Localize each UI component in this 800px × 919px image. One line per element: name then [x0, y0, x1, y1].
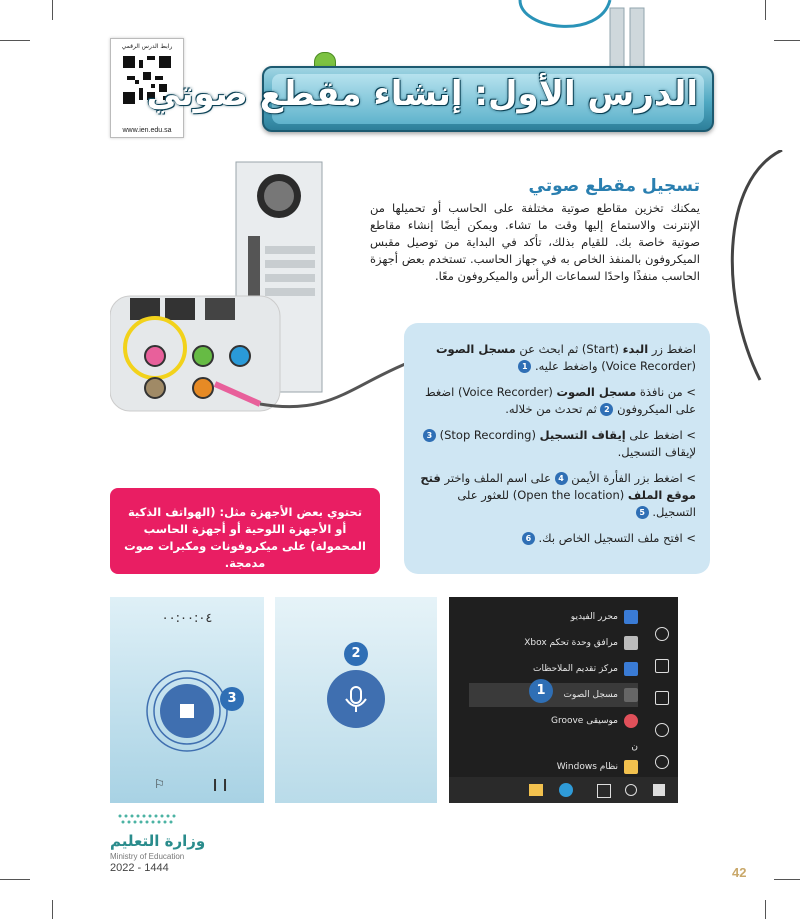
search-icon[interactable] [625, 784, 637, 796]
menu-item-windows-system[interactable]: نظام Windows [557, 755, 638, 779]
crop-mark [0, 40, 30, 41]
step-number-badge: 2 [600, 403, 613, 416]
xbox-icon [624, 636, 638, 650]
recording-timer: ٠٠:٠٠:٠٤ [161, 611, 213, 626]
edge-icon[interactable] [559, 783, 573, 797]
step-number-badge: 4 [555, 472, 568, 485]
menu-letter-header[interactable]: ن [631, 742, 638, 752]
step-number-badge: 1 [518, 360, 531, 373]
recorder-start-panel [275, 597, 437, 803]
start-menu-panel [449, 597, 678, 803]
video-editor-icon [624, 610, 638, 624]
crop-mark [774, 40, 800, 41]
step-2: > من نافذة مسجل الصوت (Voice Recorder) اضغط على الميكروفون 2 ثم تحدث من خلاله. [424, 385, 696, 416]
lesson-title-banner [146, 66, 714, 132]
callout-badge: 1 [529, 679, 553, 703]
document-icon[interactable] [655, 659, 669, 673]
power-icon[interactable] [655, 755, 669, 769]
flag-icon[interactable]: ⚐ [154, 777, 165, 791]
folder-icon [624, 760, 638, 774]
menu-item-voice-recorder[interactable]: مسجل الصوت [469, 683, 638, 707]
lesson-title: الدرس الأول: إنشاء مقطع صوتي [146, 74, 698, 114]
pause-icon[interactable]: ❙❙ [210, 777, 231, 791]
step-number-badge: 3 [423, 429, 436, 442]
task-view-icon[interactable] [597, 784, 611, 798]
crop-mark [765, 0, 766, 20]
ministry-logo-dots [110, 810, 210, 832]
step-5: > افتح ملف التسجيل الخاص بك. 6 [414, 530, 696, 547]
info-note-text: تحتوي بعض الأجهزة مثل: (الهواتف الذكية أو الأجهزة اللوحية أو أجهزة الحاسب المحمولة) على ميكروفونات ومكبرات صوت مدمجة. [124, 505, 366, 570]
ministry-name-ar: وزارة التعليم [110, 832, 206, 850]
step-number-badge: 5 [636, 506, 649, 519]
menu-item-xbox[interactable]: مرافق وحدة تحكم Xbox [524, 631, 638, 655]
menu-item-groove[interactable]: موسيقى Groove [551, 709, 638, 733]
menu-item-video-editor[interactable]: محرر الفيديو [571, 605, 638, 629]
pictures-icon[interactable] [655, 691, 669, 705]
step-number-badge: 6 [522, 532, 535, 545]
microphone-button[interactable] [326, 669, 386, 729]
steps-box [404, 323, 710, 574]
stop-recording-button[interactable] [145, 669, 229, 753]
feedback-icon [624, 662, 638, 676]
callout-badge: 2 [344, 642, 368, 666]
crop-mark [52, 900, 53, 919]
crop-mark [52, 0, 53, 20]
file-explorer-icon[interactable] [529, 784, 543, 796]
groove-icon [624, 714, 638, 728]
crop-mark [0, 879, 30, 880]
menu-item-feedback[interactable]: مركز تقديم الملاحظات [533, 657, 638, 681]
windows-start-icon[interactable] [653, 784, 665, 796]
qr-label: رابط الدرس الرقمي [121, 43, 173, 50]
taskbar [449, 777, 678, 803]
settings-icon[interactable] [655, 723, 669, 737]
step-3: > اضغط على إيقاف التسجيل (Stop Recording) 3 لإيقاف التسجيل. [414, 427, 696, 461]
callout-badge: 3 [220, 687, 244, 711]
cable-graphic [700, 150, 800, 390]
edition-year: 2022 - 1444 [110, 862, 169, 874]
info-note [110, 488, 380, 574]
voice-recorder-icon [624, 688, 638, 702]
crop-mark [765, 900, 766, 919]
recorder-recording-panel [110, 597, 264, 803]
crop-mark [774, 879, 800, 880]
page-number: 42 [732, 865, 747, 880]
step-1: اضغط زر البدء (Start) ثم ابحث عن مسجل الصوت (Voice Recorder) واضغط عليه. 1 [435, 342, 696, 373]
user-icon[interactable] [655, 627, 669, 641]
section-heading: تسجيل مقطع صوتي [528, 176, 700, 196]
ministry-name-en: Ministry of Education [110, 852, 185, 861]
step-4: > اضغط بزر الفأرة الأيمن 4 على اسم الملف واختر فتح موقع الملف (Open the location) للعثور على التسجيل. 5 [420, 471, 696, 519]
qr-url: www.ien.edu.sa [122, 127, 172, 134]
intro-paragraph: يمكنك تخزين مقاطع صوتية مختلفة على الحاسب أو تحميلها من الإنترنت والاستماع إليها وقت ما تشاء. ويمكن أيضًا إنشاء مقاطع صوتية خاصة بك. للقيام بذلك، تأكد في البداية من توصيل مقبس الميكروفون بالمنفذ الخاص به في جهاز الحاسب. تستخدم بعض أجهزة الحاسب منفذًا واحدًا لسماعات الرأس والميكروفون معًا. [370, 201, 700, 283]
computer-ports-illustration [110, 156, 410, 416]
banner-hanger-graphic [500, 0, 660, 70]
